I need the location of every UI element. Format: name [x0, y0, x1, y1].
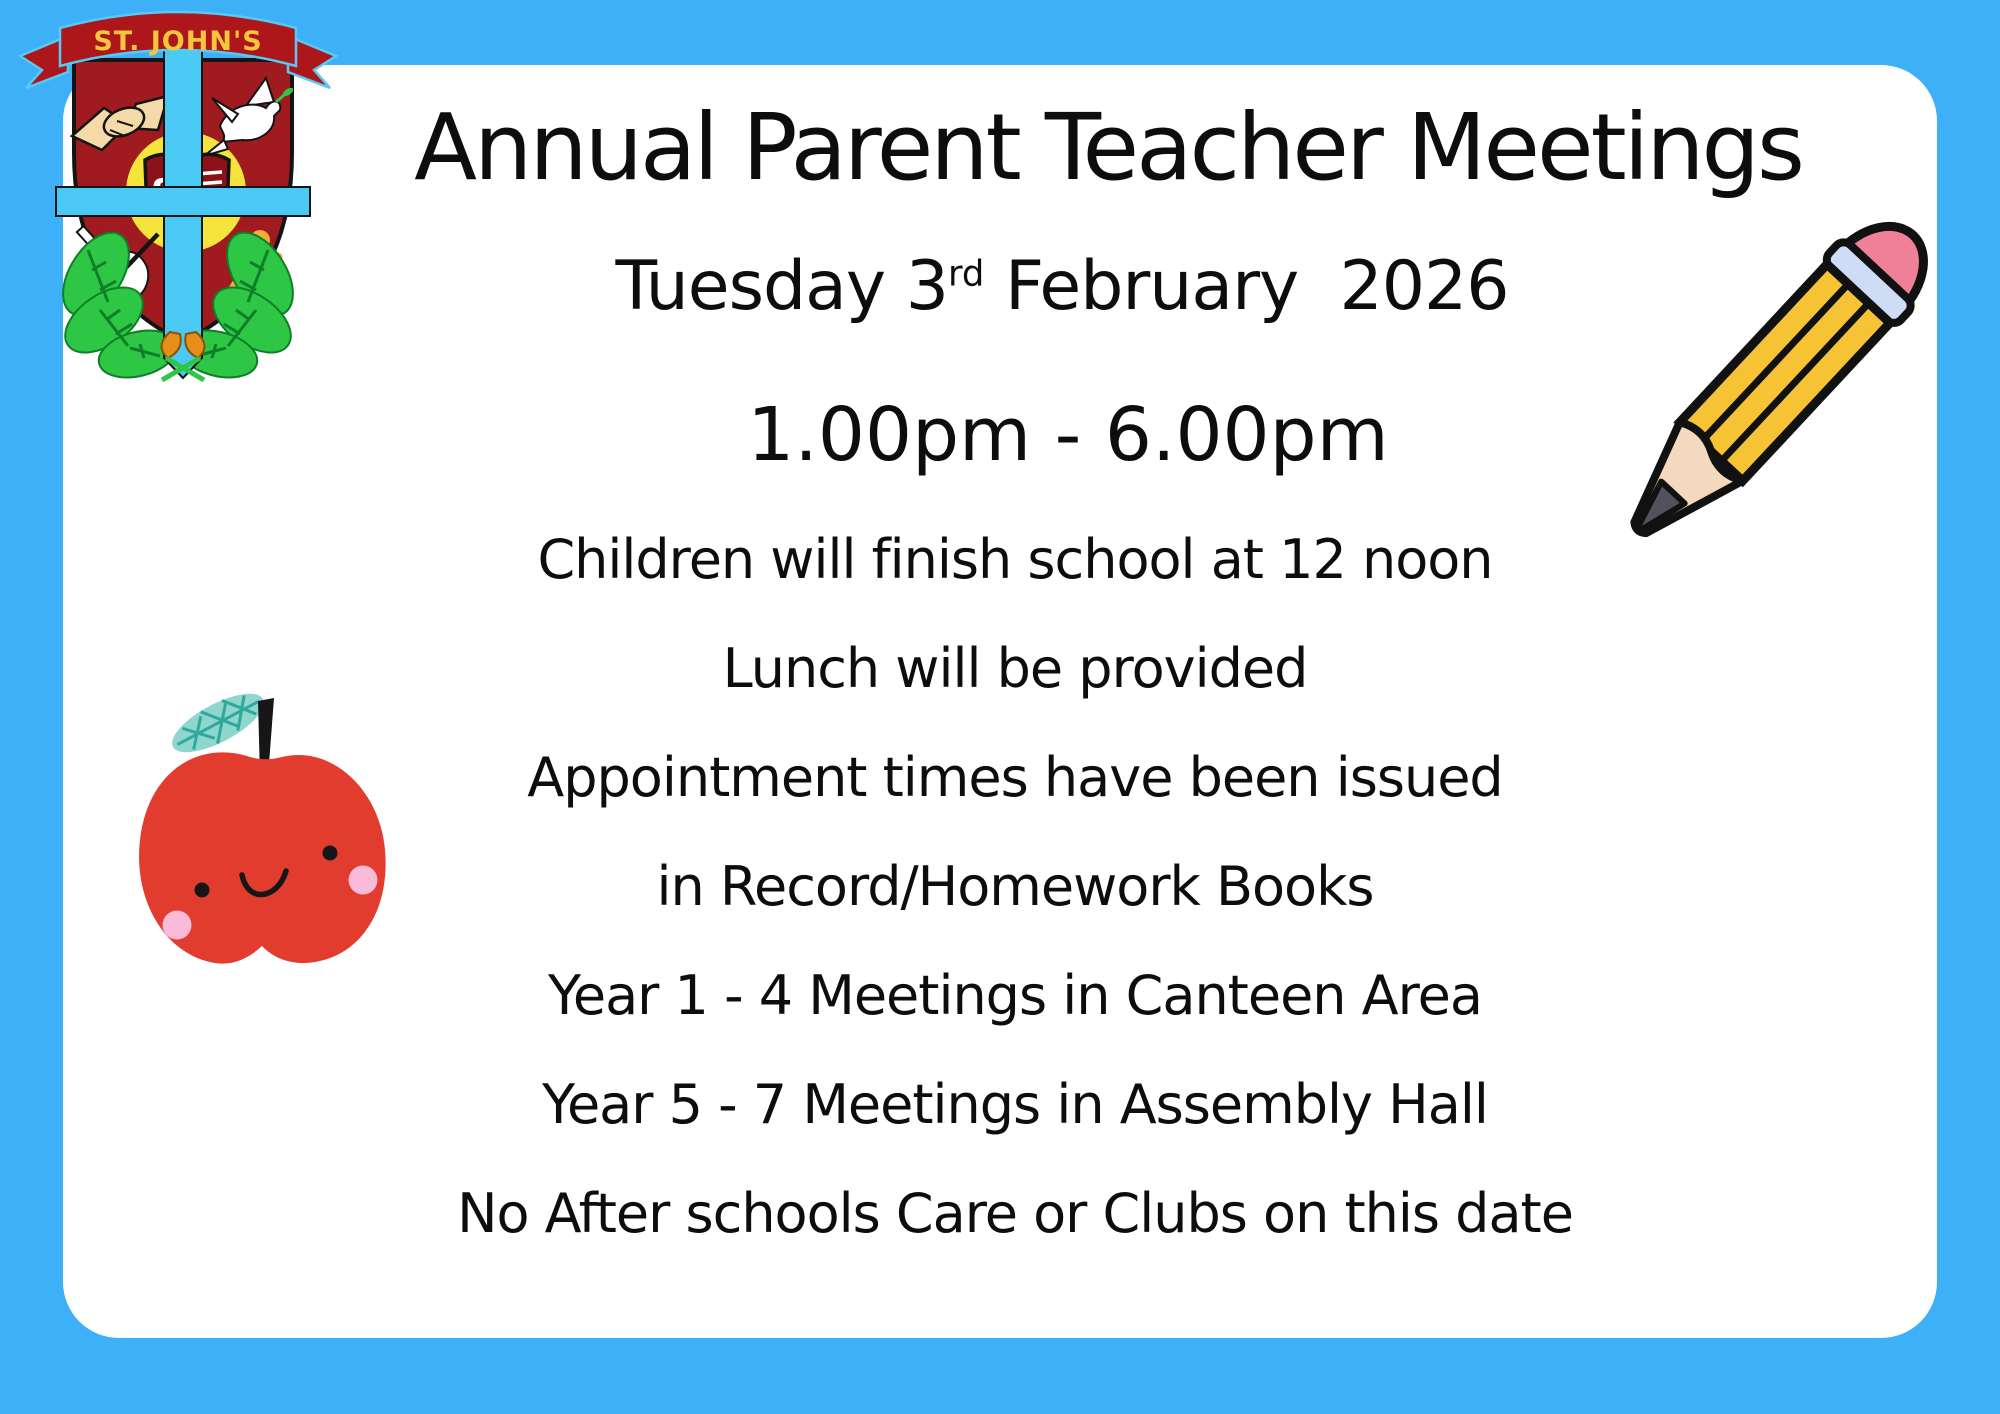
event-date-ordinal: rd [947, 253, 985, 295]
poster-title: Annual Parent Teacher Meetings [414, 94, 1802, 201]
school-name: ST. JOHN'S [93, 26, 263, 57]
info-line: in Record/Homework Books [656, 855, 1374, 918]
event-time: 1.00pm - 6.00pm [747, 392, 1389, 478]
event-date-suffix: February 2026 [984, 247, 1509, 326]
info-line: Year 1 - 4 Meetings in Canteen Area [548, 964, 1482, 1027]
apple-cheek-left [163, 911, 192, 940]
info-line: No After schools Care or Clubs on this date [457, 1182, 1573, 1245]
event-date-prefix: Tuesday 3 [615, 247, 948, 326]
info-line: Lunch will be provided [722, 637, 1308, 700]
info-line: Year 5 - 7 Meetings in Assembly Hall [542, 1073, 1488, 1136]
event-date [615, 247, 1509, 326]
school-crest-icon [8, 2, 348, 432]
pencil-icon [1570, 190, 1970, 590]
apple-icon [120, 685, 410, 985]
info-line: Children will finish school at 12 noon [537, 528, 1493, 591]
apple-cheek-right [349, 866, 378, 895]
info-line: Appointment times have been issued [527, 746, 1503, 809]
apple-leaf [164, 685, 272, 764]
apple-eye-right [323, 846, 338, 861]
apple-eye-left [195, 883, 210, 898]
